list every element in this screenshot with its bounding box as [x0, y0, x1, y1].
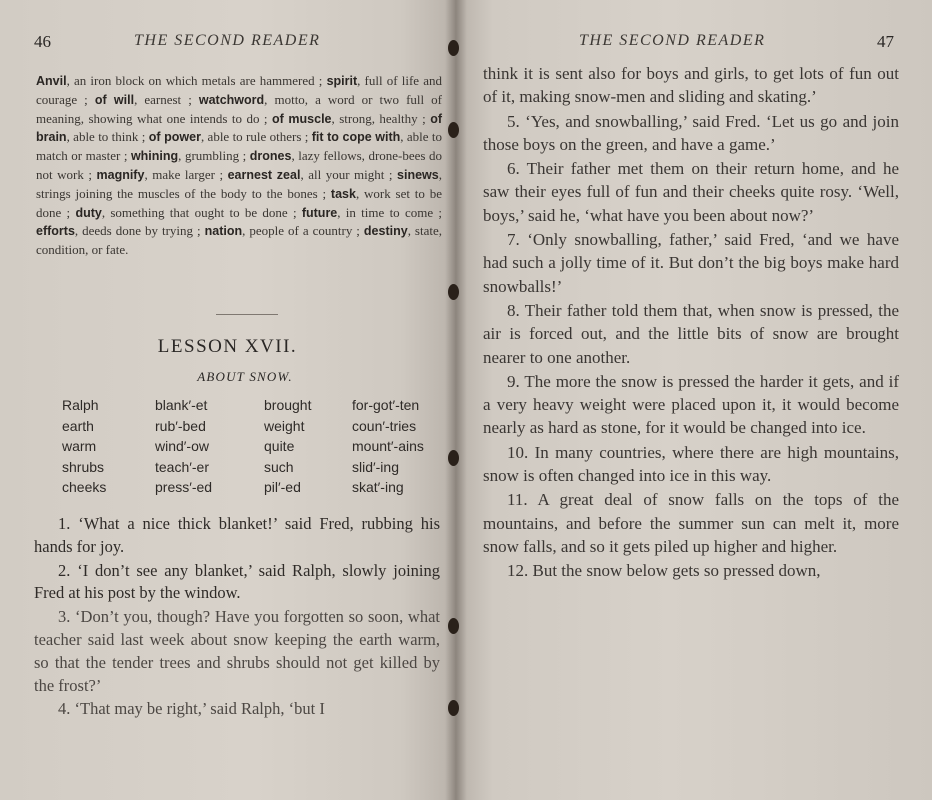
- binding-mark: [448, 40, 459, 56]
- glossary-entry: of power, able to rule others ;: [148, 129, 312, 145]
- glossary-entry: future, in time to come ;: [301, 204, 442, 220]
- vocab-word: wind′-ow: [155, 438, 209, 455]
- glossary-entry: of will, earnest ;: [94, 91, 199, 107]
- binding-mark: [448, 618, 459, 634]
- vocab-word: Ralph: [62, 397, 99, 413]
- paragraph: 7. ‘Only snowballing, father,’ said Fred, ‘and we have had such a jolly time of it. But don’t the big boys make hard snowballs!’: [483, 230, 899, 296]
- vocab-word: press′-ed: [155, 479, 213, 496]
- binding-mark: [448, 284, 459, 300]
- paragraph: 8. Their father told them that, when snow is pressed, the air is forced out, and the little bits of snow are brought nearer to one another.: [483, 300, 899, 367]
- continuation-paragraph: think it is sent also for boys and girls, to get lots of fun out of it, making snow-men and sliding and skating.’: [483, 64, 899, 107]
- left-story-text: [34, 513, 440, 722]
- paragraph: 4. ‘That may be right,’ said Ralph, ‘but I: [58, 699, 325, 719]
- left-page-number: 46: [34, 32, 51, 51]
- vocabulary-column: [155, 395, 212, 498]
- glossary-entry: whining, grumbling ;: [130, 148, 250, 164]
- paragraph: 6. Their father met them on their return home, and he saw their eyes full of fun and their cheeks quite rosy. ‘Well, boys,’ said he, ‘what have you been about now?’: [483, 159, 899, 225]
- vocab-word: cheeks: [62, 479, 107, 496]
- right-running-head: THE SECOND READER: [579, 32, 766, 49]
- right-story-text: [483, 62, 899, 584]
- glossary: [36, 72, 442, 260]
- glossary-entry: sinews, strings joining the muscles of the body to the bones ;: [36, 166, 442, 201]
- binding-mark: [448, 700, 459, 716]
- vocab-word: slid′-ing: [352, 458, 399, 475]
- binding-mark: [448, 450, 459, 466]
- paragraph: 5. ‘Yes, and snowballing,’ said Fred. ‘Let us go and join those boys on the green, and have a game.’: [483, 111, 899, 154]
- vocab-word: coun′-tries: [352, 417, 417, 434]
- vocab-word: teach′-er: [155, 458, 209, 475]
- vocab-word: pil′-ed: [264, 479, 301, 496]
- vocab-word: earth: [62, 417, 94, 434]
- vocab-word: for-got′-ten: [352, 397, 420, 413]
- glossary-entry: fit to cope with, able to match or master ;: [36, 129, 443, 164]
- left-running-head: THE SECOND READER: [134, 32, 321, 49]
- glossary-entry: destiny, state, condition, or fate.: [36, 223, 443, 258]
- paragraph: 3. ‘Don’t you, though? Have you forgotten so soon, what teacher said last week about snow keeping the earth warm, so that the tender trees and shrubs should not get killed by the frost?’: [34, 607, 440, 695]
- glossary-entry: Anvil, an iron block on which metals are hammered ;: [36, 73, 327, 88]
- vocabulary-column: [264, 395, 311, 498]
- glossary-entry: duty, something that ought to be done ;: [75, 204, 302, 220]
- vocabulary-column: [352, 395, 424, 498]
- vocab-word: quite: [264, 438, 295, 455]
- glossary-entry: earnest zeal, all your might ;: [227, 166, 398, 182]
- vocab-word: weight: [264, 417, 305, 434]
- lesson-title: LESSON XVII.: [157, 336, 298, 357]
- paragraph: 11. A great deal of snow falls on the tops of the mountains, and before the summer sun can melt it, more snow falls, and so it gets piled up higher and higher.: [483, 490, 899, 556]
- vocab-word: shrubs: [62, 458, 105, 475]
- section-divider: [216, 314, 278, 315]
- vocab-word: rub′-bed: [155, 417, 206, 434]
- glossary-entry: of muscle, strong, healthy ;: [271, 110, 431, 126]
- glossary-entry: spirit, full of life and courage ;: [36, 73, 442, 107]
- left-page: [0, 0, 455, 800]
- glossary-entry: task, work set to be done ;: [36, 185, 442, 220]
- glossary-entry: efforts, deeds done by trying ;: [36, 223, 205, 239]
- paragraph: 2. ‘I don’t see any blanket,’ said Ralph, slowly joining Fred at his post by the window.: [34, 560, 440, 603]
- vocab-word: warm: [62, 438, 97, 455]
- glossary-entry: watchword, motto, a word or two full of meaning, showing what one intends to do ;: [36, 91, 443, 126]
- vocab-word: skat′-ing: [352, 479, 404, 496]
- glossary-entry: of brain, able to think ;: [36, 111, 442, 145]
- paragraph: 10. In many countries, where there are high mountains, snow is often changed into ice in this way.: [483, 442, 899, 486]
- paragraph: 9. The more the snow is pressed the harder it gets, and if a very heavy weight were placed upon it, it would become nearly as hard as stone, for it would be changed into ice.: [483, 371, 899, 438]
- right-page-number: 47: [877, 32, 894, 51]
- vocab-word: blank′-et: [155, 397, 208, 413]
- vocab-word: mount′-ains: [352, 438, 424, 455]
- paragraph: 1. ‘What a nice thick blanket!’ said Fred, rubbing his hands for joy.: [34, 514, 440, 556]
- vocab-word: such: [264, 458, 294, 475]
- right-page: [455, 0, 932, 800]
- glossary-entry: nation, people of a country ;: [204, 223, 364, 239]
- glossary-entry: drones, lazy fellows, drone-bees do not work ;: [36, 148, 443, 182]
- glossary-entry: magnify, make larger ;: [96, 166, 228, 182]
- paragraph: 12. But the snow below gets so pressed down,: [507, 561, 821, 581]
- lesson-subtitle: ABOUT SNOW.: [197, 369, 293, 384]
- vocabulary-column: [62, 395, 106, 498]
- binding-mark: [448, 122, 459, 138]
- book-gutter: [445, 0, 467, 800]
- vocab-word: brought: [264, 397, 312, 413]
